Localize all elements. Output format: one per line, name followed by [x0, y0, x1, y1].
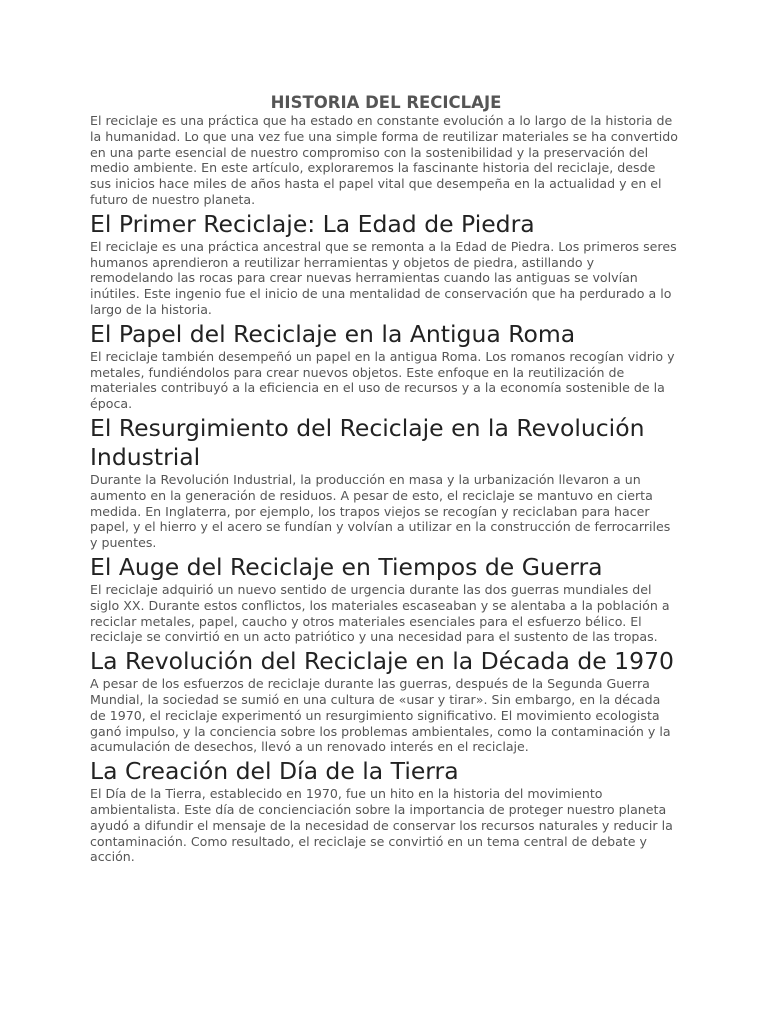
section-paragraph: El Día de la Tierra, establecido en 1970, fue un hito en la historia del movimiento ambientalista. Este día de concienciación sobre la importancia de proteger nuestro planeta ayudó a difundir el mensaje de la necesidad de conservar los recursos naturales y reducir la contaminación. Como resultado, el reciclaje se convirtió en un tema central de debate y acción. — [90, 786, 673, 865]
section-heading: El Papel del Reciclaje en la Antigua Roma — [90, 319, 576, 348]
section-paragraph: A pesar de los esfuerzos de reciclaje durante las guerras, después de la Segunda Guerra Mundial, la sociedad se sumió en una cultura de «usar y tirar». Sin embargo, en la década de 1970, el reciclaje experimentó un resurgimiento significativo. El movimiento ecologista ganó impulso, y la conciencia sobre los problemas ambientales, como la contaminación y la acumulación de desechos, llevó a un renovado interés en el reciclaje. — [90, 676, 671, 755]
section-heading: La Creación del Día de la Tierra — [90, 757, 459, 786]
section-paragraph: El reciclaje es una práctica ancestral que se remonta a la Edad de Piedra. Los primeros seres humanos aprendieron a reutilizar herramientas y objetos de piedra, astillando y remodelando las rocas para crear nuevas herramientas cuando las antiguas se volvían inútiles. Este ingenio fue el inicio de una mentalidad de conservación que ha perdurado a lo largo de la historia. — [90, 238, 677, 317]
section-tiempos-de-guerra — [90, 553, 680, 645]
section-decada-1970 — [90, 647, 680, 755]
section-revolucion-industrial — [90, 414, 680, 551]
section-heading: El Primer Reciclaje: La Edad de Piedra — [90, 209, 535, 238]
section-dia-de-la-tierra — [90, 757, 680, 865]
section-paragraph: El reciclaje adquirió un nuevo sentido de urgencia durante las dos guerras mundiales del siglo XX. Durante estos conflictos, los materiales escaseaban y se alentaba a la población a reciclar metales, papel, caucho y otros materiales esenciales para el esfuerzo bélico. El reciclaje se convirtió en un acto patriótico y una necesidad para el sustento de las tropas. — [90, 581, 670, 645]
document-page — [90, 93, 680, 865]
section-edad-de-piedra — [90, 210, 680, 318]
section-heading: El Auge del Reciclaje en Tiempos de Guerra — [90, 552, 603, 581]
document-title: HISTORIA DEL RECICLAJE — [270, 93, 502, 112]
section-antigua-roma — [90, 320, 680, 412]
section-paragraph: El reciclaje también desempeñó un papel en la antigua Roma. Los romanos recogían vidrio y metales, fundiéndolos para crear nuevos objetos. Este enfoque en la reutilización de materiales contribuyó a la eficiencia en el uso de recursos y a la economía sostenible de la época. — [90, 348, 675, 412]
section-paragraph: Durante la Revolución Industrial, la producción en masa y la urbanización llevaron a un aumento en la generación de residuos. A pesar de esto, el reciclaje se mantuvo en cierta medida. En Inglaterra, por ejemplo, los trapos viejos se recogían y reciclaban para hacer papel, y el hierro y el acero se fundían y volvían a utilizar en la construcción de ferrocarriles y puentes. — [90, 471, 671, 551]
section-heading: El Resurgimiento del Reciclaje en la Revolución Industrial — [90, 413, 645, 471]
section-heading: La Revolución del Reciclaje en la Década de 1970 — [90, 647, 674, 676]
intro-paragraph: El reciclaje es una práctica que ha estado en constante evolución a lo largo de la historia de la humanidad. Lo que una vez fue una simple forma de reutilizar materiales se ha convertido en una parte esencial de nuestro compromiso con la sostenibilidad y la preservación del medio ambiente. En este artículo, exploraremos la fascinante historia del reciclaje, desde sus inicios hace miles de años hasta el papel vital que desempeña en la actualidad y en el futuro de nuestro planeta. — [90, 113, 678, 207]
